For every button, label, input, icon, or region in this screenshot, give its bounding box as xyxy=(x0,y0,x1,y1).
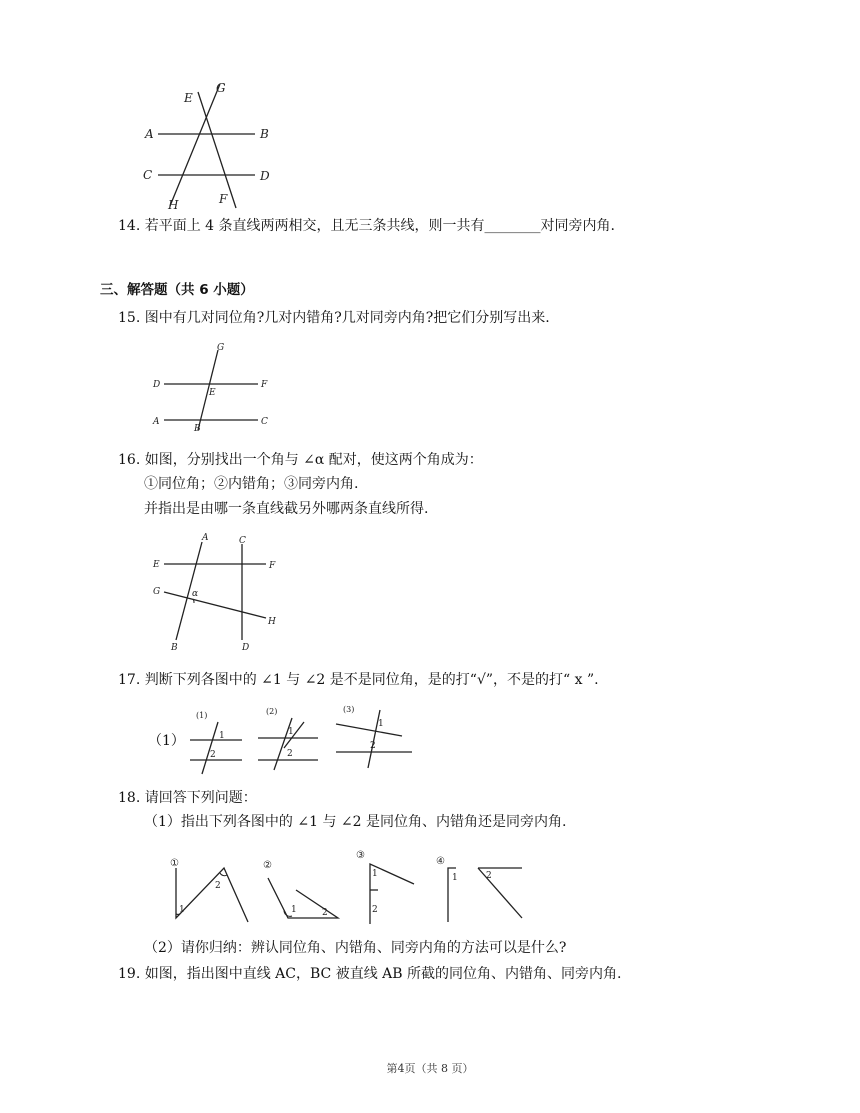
question-19: 19. 如图，指出图中直线 AC，BC 被直线 AB 所截的同位角、内错角、同旁内角. xyxy=(118,966,622,982)
label-b: B xyxy=(171,643,178,653)
angle-1: 1 xyxy=(372,869,378,879)
label-a: A xyxy=(145,127,154,141)
label-c: C xyxy=(143,168,153,182)
label-d: D xyxy=(242,643,250,653)
label-b: B xyxy=(194,424,201,434)
question-18-line-2: （1）指出下列各图中的 ∠1 与 ∠2 是同位角、内错角还是同旁内角. xyxy=(144,814,567,830)
angle-2: 2 xyxy=(215,881,221,891)
fig18-1-shape xyxy=(176,868,248,922)
question-18-line-1: 18. 请回答下列问题： xyxy=(118,790,257,806)
line-gh xyxy=(164,592,266,618)
label-e: E xyxy=(184,91,193,105)
angle-2: 2 xyxy=(486,871,492,881)
label-b: B xyxy=(260,127,269,141)
label-f: F xyxy=(269,561,276,571)
line-gh xyxy=(170,84,220,206)
label-g: G xyxy=(216,81,226,95)
fig18-4-diag xyxy=(478,868,522,918)
line-ef xyxy=(198,92,236,208)
label-d: D xyxy=(260,169,270,183)
fig17-2-extra xyxy=(284,722,304,748)
angle-1: 1 xyxy=(378,719,384,729)
label-h: H xyxy=(268,617,276,627)
question-15: 15. 图中有几对同位角?几对内错角?几对同旁内角?把它们分别写出来. xyxy=(118,310,550,326)
label-a: A xyxy=(202,533,209,543)
angle-1: 1 xyxy=(219,731,225,741)
fig17-3-line-top xyxy=(336,724,402,736)
circled-4: ④ xyxy=(436,856,445,867)
label-d: D xyxy=(153,380,161,390)
label-g: G xyxy=(153,587,161,597)
angle-2: 2 xyxy=(372,905,378,915)
label-e: E xyxy=(153,560,160,570)
angle-1: 1 xyxy=(288,727,294,737)
question-14: 14. 若平面上 4 条直线两两相交，且无三条共线，则一共有________对同旁内角. xyxy=(118,218,615,234)
label-h: H xyxy=(168,198,179,212)
angle-1: 1 xyxy=(179,905,185,915)
angle-2: 2 xyxy=(210,750,216,760)
fig17-2-transversal xyxy=(274,718,292,770)
label-e: E xyxy=(209,388,216,398)
angle-2: 2 xyxy=(370,741,376,751)
line-ab xyxy=(176,542,202,640)
row-label: （1） xyxy=(148,733,185,749)
label-c: C xyxy=(261,417,268,427)
figure-15 xyxy=(150,338,280,433)
sub-label-2: (2) xyxy=(266,707,278,716)
fig17-1-transversal xyxy=(202,722,218,774)
section-heading: 三、解答题（共 6 小题） xyxy=(100,282,254,298)
label-g: G xyxy=(217,343,225,353)
figure-13 xyxy=(140,78,290,218)
question-18-line-3: （2）请你归纳：辨认同位角、内错角、同旁内角的方法可以是什么? xyxy=(144,940,567,956)
label-alpha: α xyxy=(192,589,199,599)
angle-2: 2 xyxy=(287,749,293,759)
label-a: A xyxy=(153,417,160,427)
angle-1: 1 xyxy=(452,873,458,883)
label-f: F xyxy=(219,192,228,206)
label-c: C xyxy=(239,536,246,546)
figure-16 xyxy=(150,532,290,657)
label-f: F xyxy=(261,380,268,390)
question-16-line-1: 16. 如图，分别找出一个角与 ∠α 配对，使这两个角成为： xyxy=(118,452,483,468)
circled-2: ② xyxy=(263,860,272,871)
sub-label-1: (1) xyxy=(196,711,208,720)
sub-label-3: (3) xyxy=(343,705,355,714)
circled-1: ① xyxy=(170,858,179,869)
angle-1: 1 xyxy=(291,905,297,915)
question-17: 17. 判断下列各图中的 ∠1 与 ∠2 是不是同位角，是的打“√”，不是的打“ x ”. xyxy=(118,672,599,688)
angle-2: 2 xyxy=(322,908,328,918)
question-16-line-3: 并指出是由哪一条直线截另外哪两条直线所得. xyxy=(144,501,429,517)
page-footer: 第4页（共 8 页） xyxy=(386,1062,474,1075)
figure-17 xyxy=(180,700,420,780)
figure-18 xyxy=(160,848,540,928)
question-16-line-2: ①同位角；②内错角；③同旁内角. xyxy=(144,476,359,492)
circled-3: ③ xyxy=(356,850,365,861)
angle-alpha-arc xyxy=(193,599,194,603)
